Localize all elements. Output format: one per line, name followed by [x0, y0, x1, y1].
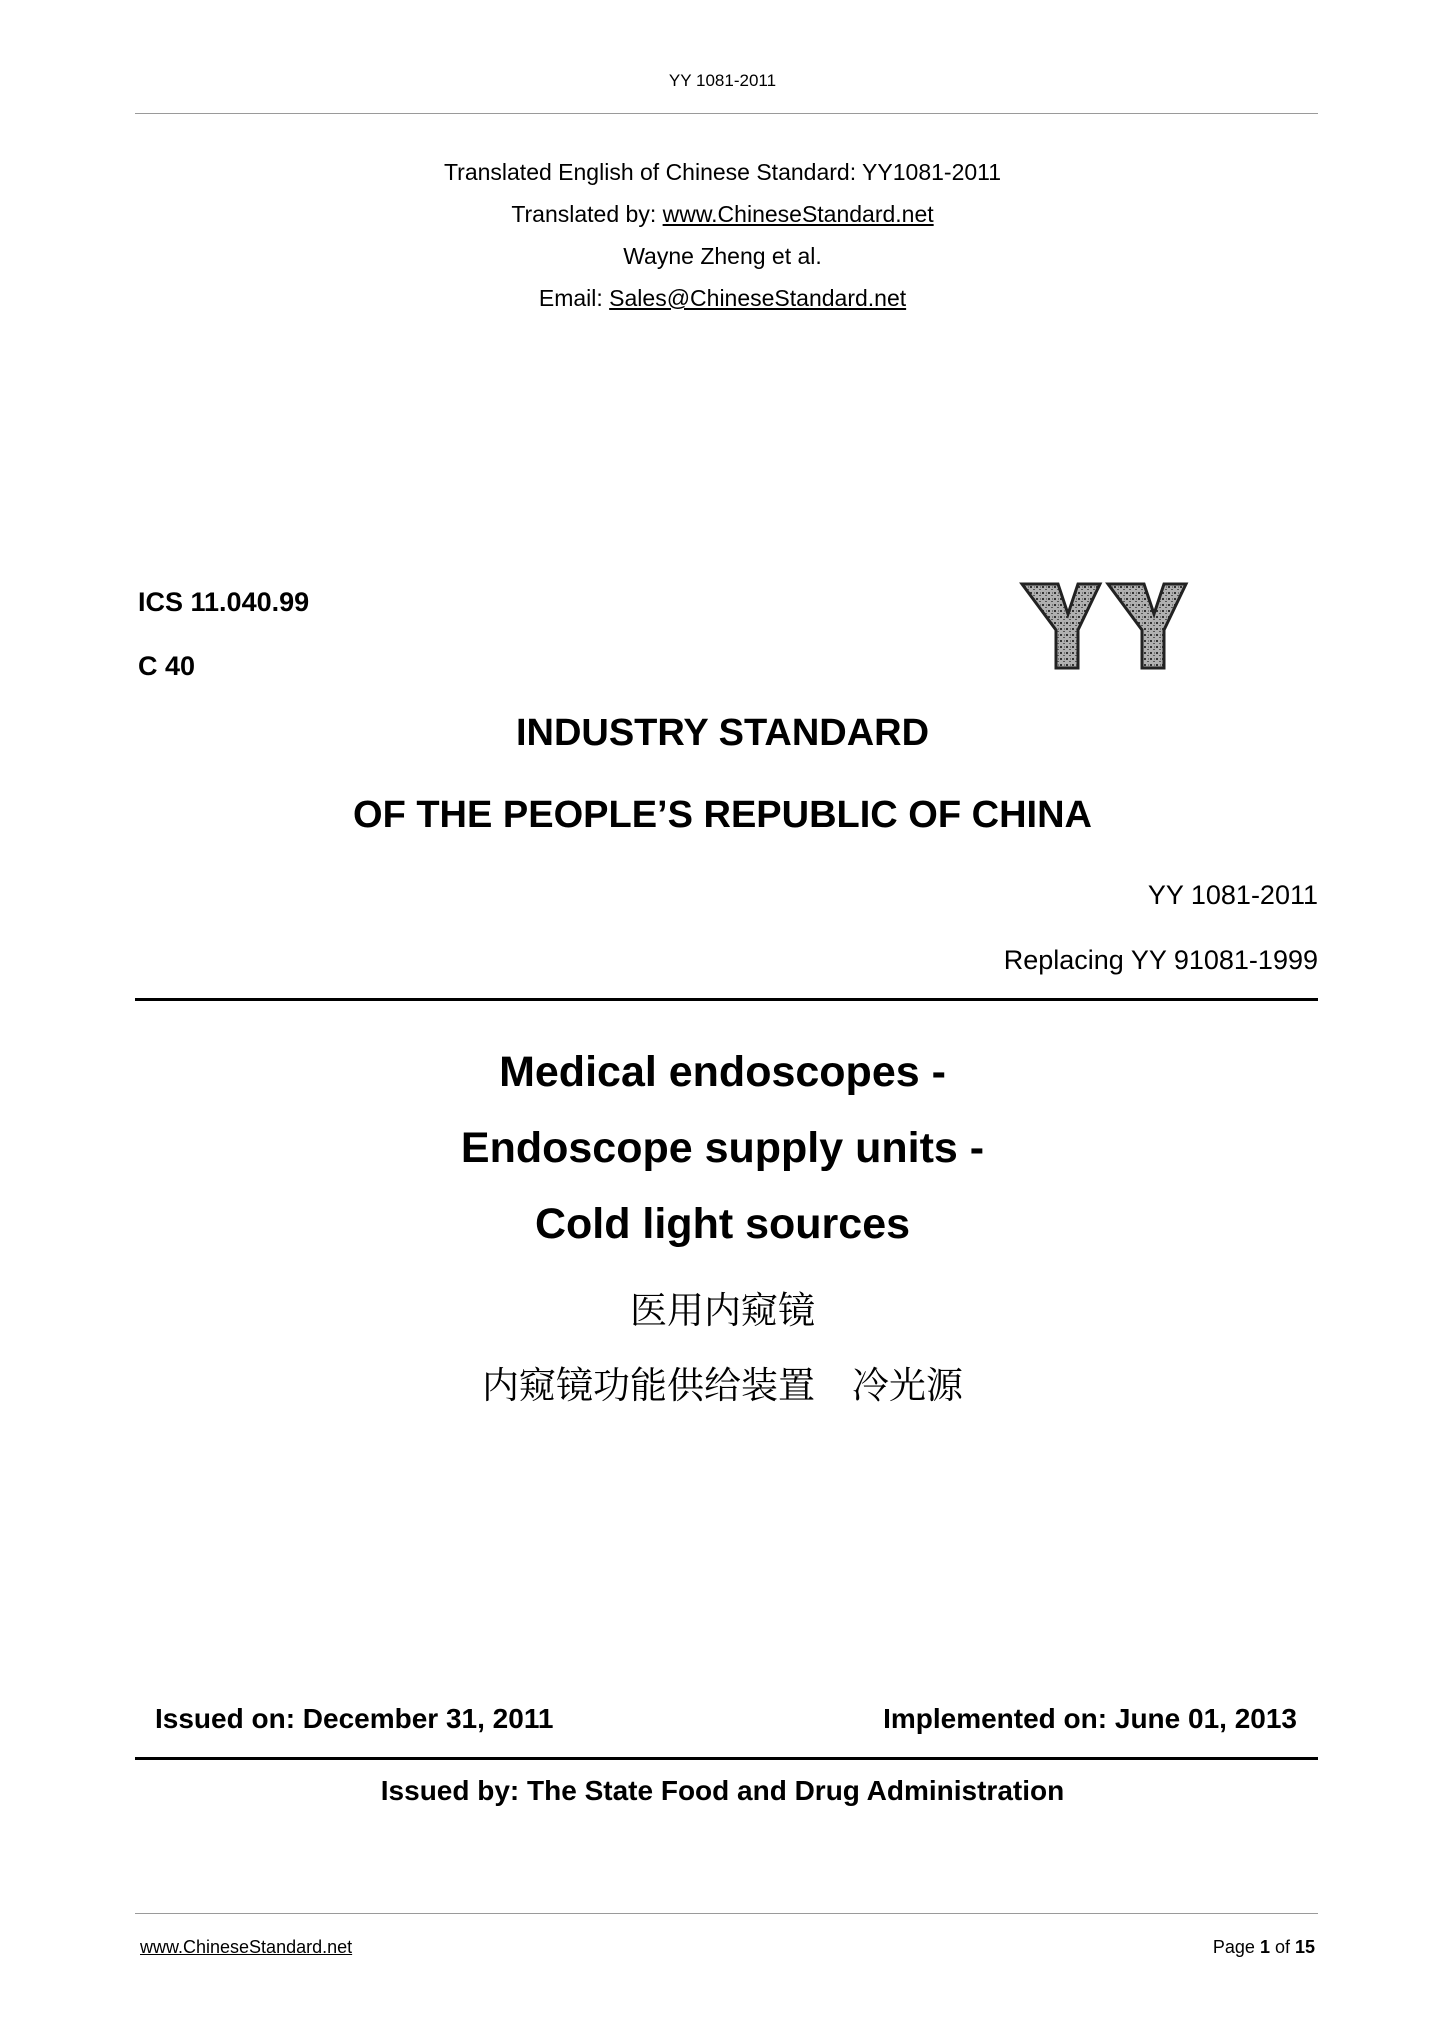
chinese-title-line1: 医用内窥镜: [630, 1289, 815, 1332]
standard-title-line2: OF THE PEOPLE’S REPUBLIC OF CHINA: [353, 794, 1092, 836]
ics-code: ICS 11.040.99: [138, 587, 310, 617]
translation-note: Translated English of Chinese Standard: YY1081-2011: [443, 159, 1002, 185]
issuing-authority: Issued by: The State Food and Drug Administration: [380, 1775, 1065, 1806]
translator-website-link[interactable]: www.ChineseStandard.net: [662, 201, 934, 227]
footer-website-link[interactable]: www.ChineseStandard.net: [140, 1937, 353, 1957]
document-title-line3: Cold light sources: [534, 1200, 911, 1248]
running-header: YY 1081-2011: [668, 71, 777, 90]
page-number: [1213, 1937, 1315, 1958]
header-divider: [135, 113, 1318, 114]
dates-divider: [135, 1757, 1318, 1760]
page-total: 15: [1294, 1937, 1315, 1957]
implemented-date: Implemented on: June 01, 2013: [883, 1703, 1297, 1734]
translated-by-label: Translated by:: [511, 201, 663, 227]
page-current: 1: [1259, 1937, 1270, 1957]
document-title-line1: Medical endoscopes -: [499, 1048, 946, 1096]
standard-title-line1: INDUSTRY STANDARD: [515, 712, 930, 754]
email-line: [0, 285, 1445, 312]
yy-standard-logo: [1018, 580, 1190, 672]
replacing-note: Replacing YY 91081-1999: [1003, 945, 1318, 975]
page-prefix: Page: [1212, 1937, 1260, 1957]
email-label: Email:: [538, 285, 610, 311]
footer-divider: [135, 1913, 1318, 1914]
ccs-code: C 40: [138, 651, 196, 681]
translated-by-line: [0, 201, 1445, 228]
translator-name: Wayne Zheng et al.: [623, 243, 822, 269]
page-of: of: [1269, 1937, 1295, 1957]
chinese-title-line2: 内窥镜功能供给装置 冷光源: [482, 1364, 963, 1407]
email-link[interactable]: Sales@ChineseStandard.net: [609, 285, 907, 311]
document-title-line2: Endoscope supply units -: [460, 1124, 985, 1172]
title-divider: [135, 998, 1318, 1001]
issued-date: Issued on: December 31, 2011: [155, 1703, 554, 1734]
standard-number: YY 1081-2011: [1147, 880, 1318, 910]
footer-website: [140, 1937, 352, 1958]
